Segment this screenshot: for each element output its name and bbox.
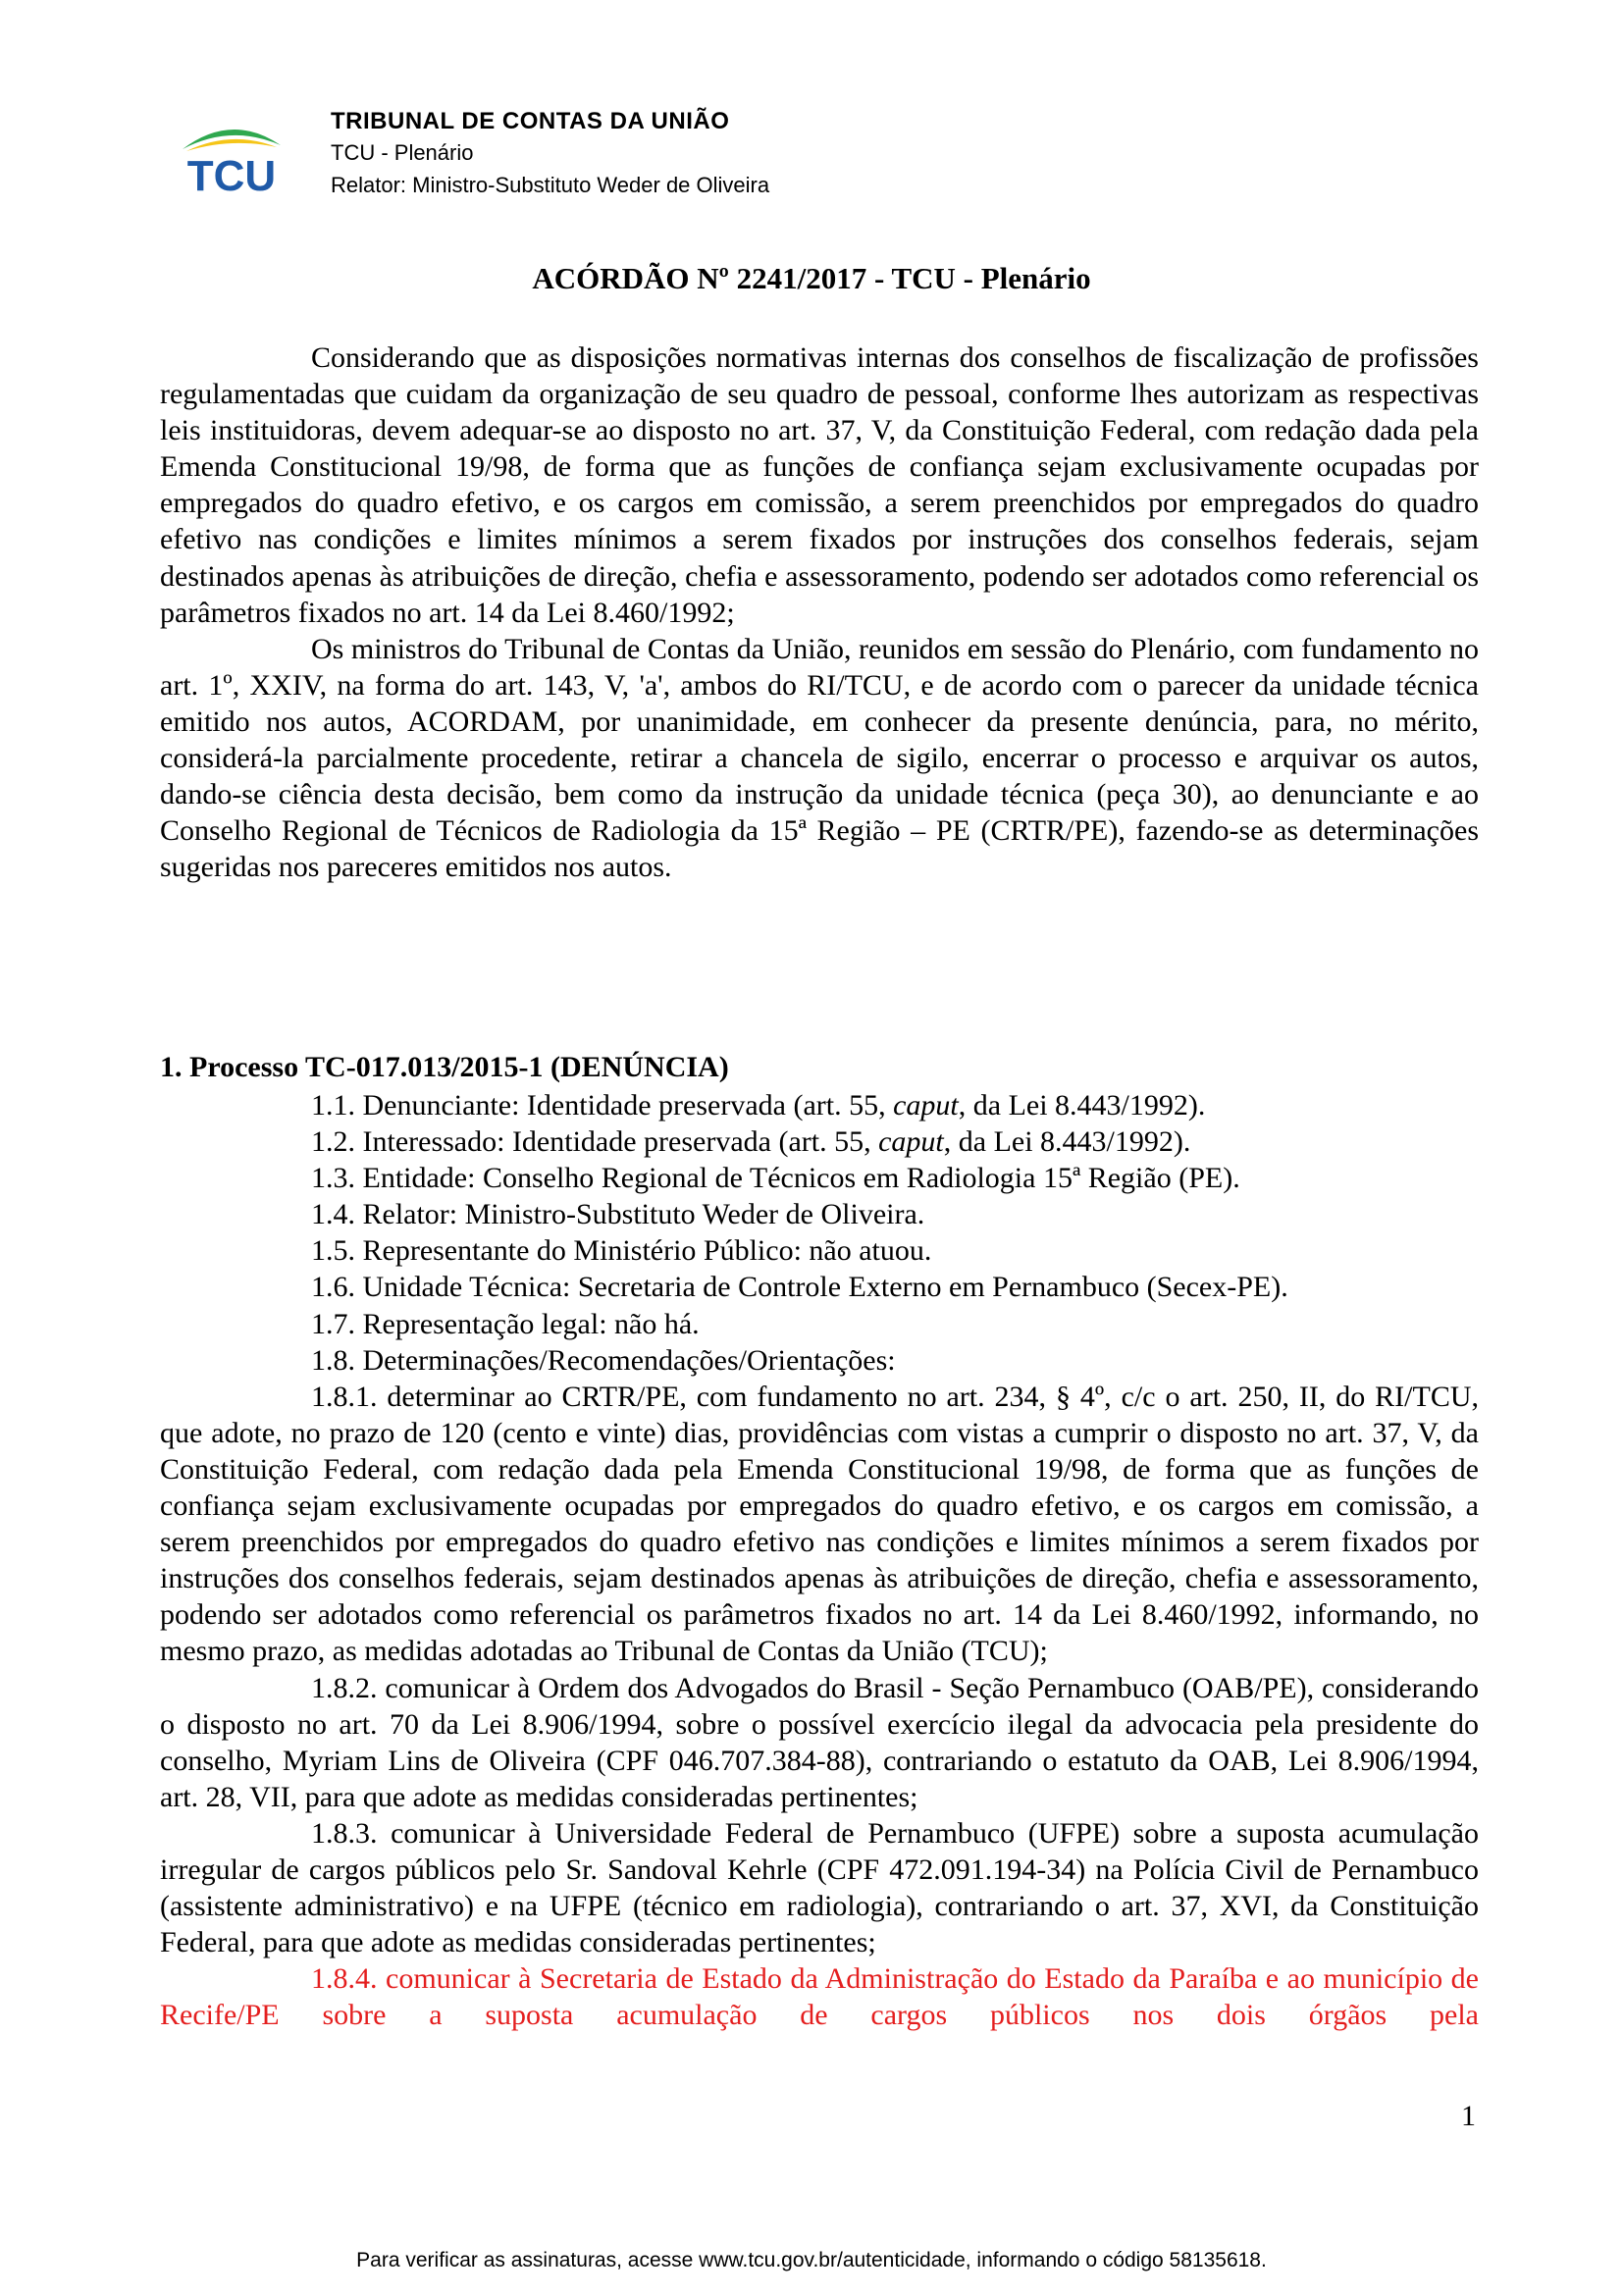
- item-1-7: 1.7. Representação legal: não há.: [311, 1307, 700, 1340]
- page-number: 1: [1461, 2100, 1476, 2132]
- item-1-2: 1.2. Interessado: Identidade preservada (art. 55, caput, da Lei 8.443/1992).: [311, 1125, 1191, 1159]
- item-1-8: 1.8. Determinações/Recomendações/Orientações:: [311, 1343, 896, 1377]
- paragraph-acordam: Os ministros do Tribunal de Contas da União, reunidos em sessão do Plenário, com fundamento no art. 1º, XXIV, na forma do art. 143, V, 'a', ambos do RI/TCU, e de acordo com o parecer da unidade técnica emitido nos autos, ACORDAM, por unanimidade, em conhecer da presente denúncia, para, no mérito, considerá-la parcialmente procedente, retirar a chancela de sigilo, encerrar o processo e arquivar os autos, dando-se ciência desta decisão, bem como da instrução da unidade técnica (peça 30), ao denunciante e ao Conselho Regional de Técnicos de Radiologia da 15ª Região – PE (CRTR/PE), fazendo-se as determinações sugeridas nos pareceres emitidos nos autos.: [160, 632, 1479, 884]
- section-heading: 1. Processo TC-017.013/2015-1 (DENÚNCIA): [160, 1051, 729, 1083]
- subitem-1-8-2: 1.8.2. comunicar à Ordem dos Advogados do Brasil - Seção Pernambuco (OAB/PE), considerando o disposto no art. 70 da Lei 8.906/1994, sobre o possível exercício ilegal da advocacia pela presidente do conselho, Myriam Lins de Oliveira (CPF 046.707.384-88), contrariando o estatuto da OAB, Lei 8.906/1994, art. 28, VII, para que adote as medidas consideradas pertinentes;: [160, 1671, 1479, 1813]
- tcu-logo: [177, 116, 287, 198]
- item-1-3: 1.3. Entidade: Conselho Regional de Técnicos em Radiologia 15ª Região (PE).: [311, 1162, 1240, 1195]
- item-1-4: 1.4. Relator: Ministro-Substituto Weder de Oliveira.: [311, 1198, 925, 1231]
- subitem-1-8-4: 1.8.4. comunicar à Secretaria de Estado da Administração do Estado da Paraíba e ao município de Recife/PE sobre a suposta acumulação de cargos públicos nos dois órgãos pela: [160, 1962, 1479, 2032]
- subitem-1-8-1: 1.8.1. determinar ao CRTR/PE, com fundamento no art. 234, § 4º, c/c o art. 250, II, do RI/TCU, que adote, no prazo de 120 (cento e vinte) dias, providências com vistas a cumprir o disposto no art. 37, V, da Constituição Federal, com redação dada pela Emenda Constitucional 19/98, de forma que as funções de confiança sejam exclusivamente ocupadas por empregados do quadro efetivo, e os cargos em comissão, a serem preenchidos por empregados do quadro efetivo nas condições e limites mínimos a serem fixados por instruções dos conselhos federais, sejam destinados apenas às atribuições de direção, chefia e assessoramento, podendo ser adotados como referencial os parâmetros fixados no art. 14 da Lei 8.460/1992, informando, no mesmo prazo, as medidas adotadas ao Tribunal de Contas da União (TCU);: [160, 1380, 1479, 1668]
- verification-footer: Para verificar as assinaturas, acesse www.tcu.gov.br/autenticidade, informando o código 58135618.: [356, 2249, 1267, 2271]
- item-1-6: 1.6. Unidade Técnica: Secretaria de Controle Externo em Pernambuco (Secex-PE).: [311, 1271, 1288, 1304]
- session-label: TCU - Plenário: [331, 140, 474, 165]
- item-1-1: 1.1. Denunciante: Identidade preservada (art. 55, caput, da Lei 8.443/1992).: [311, 1089, 1206, 1122]
- item-1-5: 1.5. Representante do Ministério Público: não atuou.: [311, 1234, 932, 1268]
- considerando-block: [160, 339, 1479, 885]
- section-body: [160, 1087, 1479, 2033]
- org-name: TRIBUNAL DE CONTAS DA UNIÃO: [331, 108, 730, 134]
- rapporteur-label: Relator: Ministro-Substituto Weder de Oliveira: [331, 173, 770, 197]
- logo-text: TCU: [186, 152, 277, 198]
- paragraph-considerando: Considerando que as disposições normativas internas dos conselhos de fiscalização de profissões regulamentadas que cuidam da organização de seu quadro de pessoal, conforme lhes autorizam as respectivas leis instituidoras, devem adequar-se ao disposto no art. 37, V, da Constituição Federal, com redação dada pela Emenda Constitucional 19/98, de forma que as funções de confiança sejam exclusivamente ocupadas por empregados do quadro efetivo, e os cargos em comissão, a serem preenchidos por empregados do quadro efetivo nas condições e limites mínimos a serem fixados por instruções dos conselhos federais, sejam destinados apenas às atribuições de direção, chefia e assessoramento, podendo ser adotados como referencial os parâmetros fixados no art. 14 da Lei 8.460/1992;: [160, 341, 1479, 629]
- subitem-1-8-3: 1.8.3. comunicar à Universidade Federal de Pernambuco (UFPE) sobre a suposta acumulação irregular de cargos públicos pelo Sr. Sandoval Kehrle (CPF 472.091.194-34) na Polícia Civil de Pernambuco (assistente administrativo) e na UFPE (técnico em radiologia), contrariando o art. 37, XVI, da Constituição Federal, para que adote as medidas consideradas pertinentes;: [160, 1816, 1479, 1959]
- document-title: ACÓRDÃO Nº 2241/2017 - TCU - Plenário: [532, 261, 1091, 295]
